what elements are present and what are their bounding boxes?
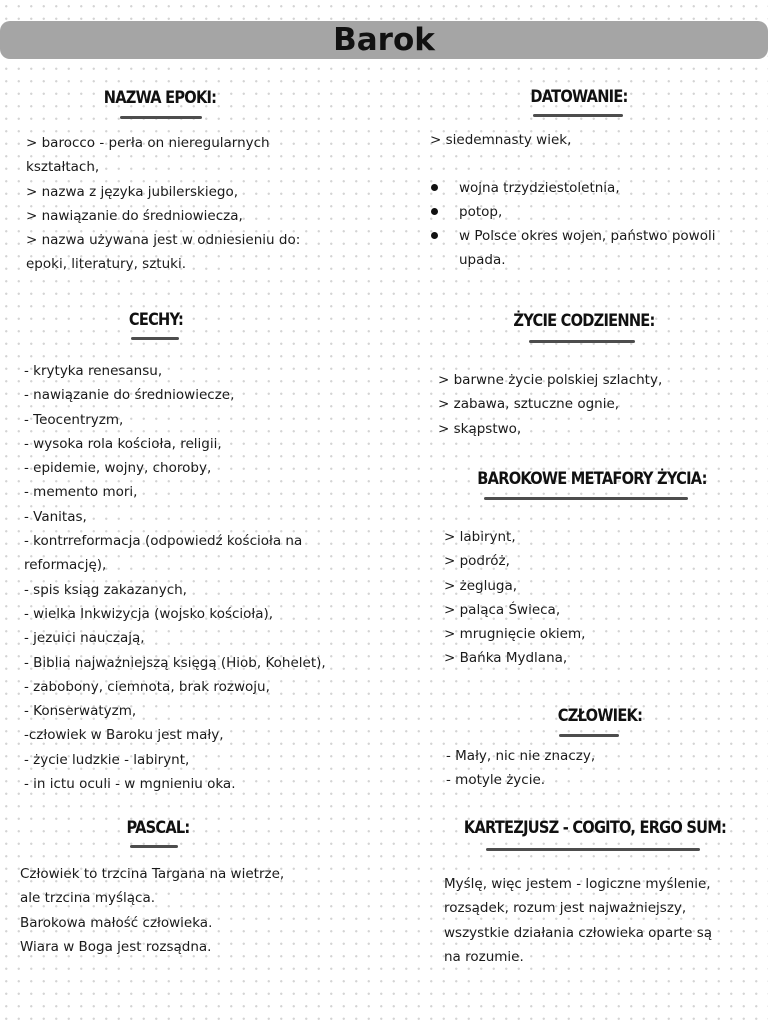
czlowiek-text — [446, 744, 595, 793]
text-line: - krytyka renesansu, — [24, 363, 163, 379]
text-line: - Teocentryzm, — [24, 411, 124, 428]
text-line: Barokowa małość człowieka. — [20, 914, 213, 931]
bullet-text: w Polsce okres wojen, państwo powoli — [459, 228, 716, 244]
heading-czlowiek: CZŁOWIEK: — [557, 706, 643, 726]
text-line: reformację), — [24, 557, 107, 574]
zycie-codzienne-text — [438, 368, 662, 441]
text-line: - Mały, nic nie znaczy, — [446, 748, 596, 764]
bullet-text: potop, — [459, 204, 503, 220]
title-bar — [0, 21, 768, 59]
text-line: Wiara w Boga jest rozsądna. — [20, 938, 212, 955]
text-line: - in ictu oculi - w mgnieniu oka. — [24, 776, 236, 793]
text-line: -człowiek w Baroku jest mały, — [24, 727, 224, 744]
underline-nazwa-epoki — [120, 116, 202, 119]
heading-datowanie: DATOWANIE: — [530, 87, 628, 107]
text-line: - spis ksiąg zakazanych, — [24, 581, 187, 598]
datowanie-intro — [430, 128, 571, 152]
text-line: - kontrreformacja (odpowiedź kościoła na — [24, 533, 303, 550]
text-line: Człowiek to trzcina Targana na wietrze, — [20, 866, 285, 882]
text-line: > zabawa, sztuczne ognie, — [438, 396, 620, 413]
text-line: - Biblia najważniejszą księgą (Hiob, Kohelet), — [24, 654, 326, 671]
text-line: - zabobony, ciemnota, brak rozwoju, — [24, 678, 270, 695]
list-item — [431, 248, 715, 272]
nazwa-epoki-text — [26, 131, 300, 277]
text-line: > skąpstwo, — [438, 420, 522, 437]
heading-cechy: CECHY: — [128, 310, 184, 330]
underline-pascal — [130, 845, 178, 848]
text-line: > nawiązanie do średniowiecza, — [26, 207, 243, 224]
underline-zycie-codzienne — [529, 340, 635, 343]
text-line: kształtach, — [26, 159, 100, 176]
cechy-text — [24, 359, 326, 796]
text-line: - Konserwatyzm, — [24, 703, 137, 720]
list-item — [431, 200, 715, 224]
text-line: - wysoka rola kościoła, religii, — [24, 435, 222, 452]
underline-cechy — [131, 337, 179, 340]
underline-datowanie — [533, 114, 623, 117]
text-line: > paląca Świeca, — [444, 601, 561, 618]
text-line: ale trzcina myśląca. — [20, 890, 156, 907]
heading-nazwa-epoki: NAZWA EPOKI: — [103, 88, 217, 108]
kartezjusz-text — [444, 872, 712, 969]
underline-barokowe-metafory — [484, 497, 688, 500]
text-line: - motyle życie. — [446, 772, 546, 789]
bullet-dot-icon — [431, 232, 438, 239]
text-line: wszystkie działania człowieka oparte są — [444, 924, 712, 941]
text-line: > żegluga, — [444, 577, 518, 594]
underline-czlowiek — [559, 734, 619, 737]
bullet-dot-icon — [431, 208, 438, 215]
heading-kartezjusz: KARTEZJUSZ - COGITO, ERGO SUM: — [463, 818, 727, 838]
text-line: > Bańka Mydlana, — [444, 650, 568, 667]
pascal-text — [20, 862, 284, 959]
text-line: > barocco - perła on nieregularnych — [26, 135, 270, 151]
text-line: - memento mori, — [24, 484, 138, 501]
text-line: > siedemnasty wiek, — [430, 132, 572, 148]
text-line: - wielka Inkwizycja (wojsko kościoła), — [24, 605, 274, 622]
text-line: rozsądek, rozum jest najważniejszy, — [444, 900, 687, 917]
heading-zycie-codzienne: ŻYCIE CODZIENNE: — [513, 311, 655, 331]
text-line: > mrugnięcie okiem, — [444, 626, 586, 643]
text-line: - życie ludzkie - labirynt, — [24, 751, 190, 768]
datowanie-bullets — [431, 176, 715, 272]
text-line: na rozumie. — [444, 948, 524, 965]
bullet-text: upada. — [459, 252, 506, 268]
list-item — [431, 176, 715, 200]
text-line: - Vanitas, — [24, 508, 87, 525]
text-line: - nawiązanie do średniowiecze, — [24, 387, 235, 404]
underline-kartezjusz — [486, 848, 700, 851]
text-line: Myślę, więc jestem - logiczne myślenie, — [444, 876, 711, 892]
metafory-text — [444, 525, 585, 671]
list-item — [431, 224, 715, 248]
text-line: > labirynt, — [444, 529, 516, 545]
bullet-text: wojna trzydziestoletnia, — [459, 180, 620, 196]
text-line: - jezuici nauczają, — [24, 630, 145, 647]
heading-pascal: PASCAL: — [126, 818, 190, 838]
text-line: > podróż, — [444, 553, 510, 570]
bullet-dot-icon — [431, 184, 438, 191]
text-line: > nazwa używana jest w odniesieniu do: — [26, 232, 301, 249]
heading-barokowe-metafory: BAROKOWE METAFORY ŻYCIA: — [477, 469, 707, 489]
page-title: Barok — [333, 22, 435, 58]
text-line: - epidemie, wojny, choroby, — [24, 460, 212, 477]
text-line: > barwne życie polskiej szlachty, — [438, 372, 663, 388]
text-line: epoki, literatury, sztuki. — [26, 256, 187, 273]
text-line: > nazwa z języka jubilerskiego, — [26, 183, 239, 200]
